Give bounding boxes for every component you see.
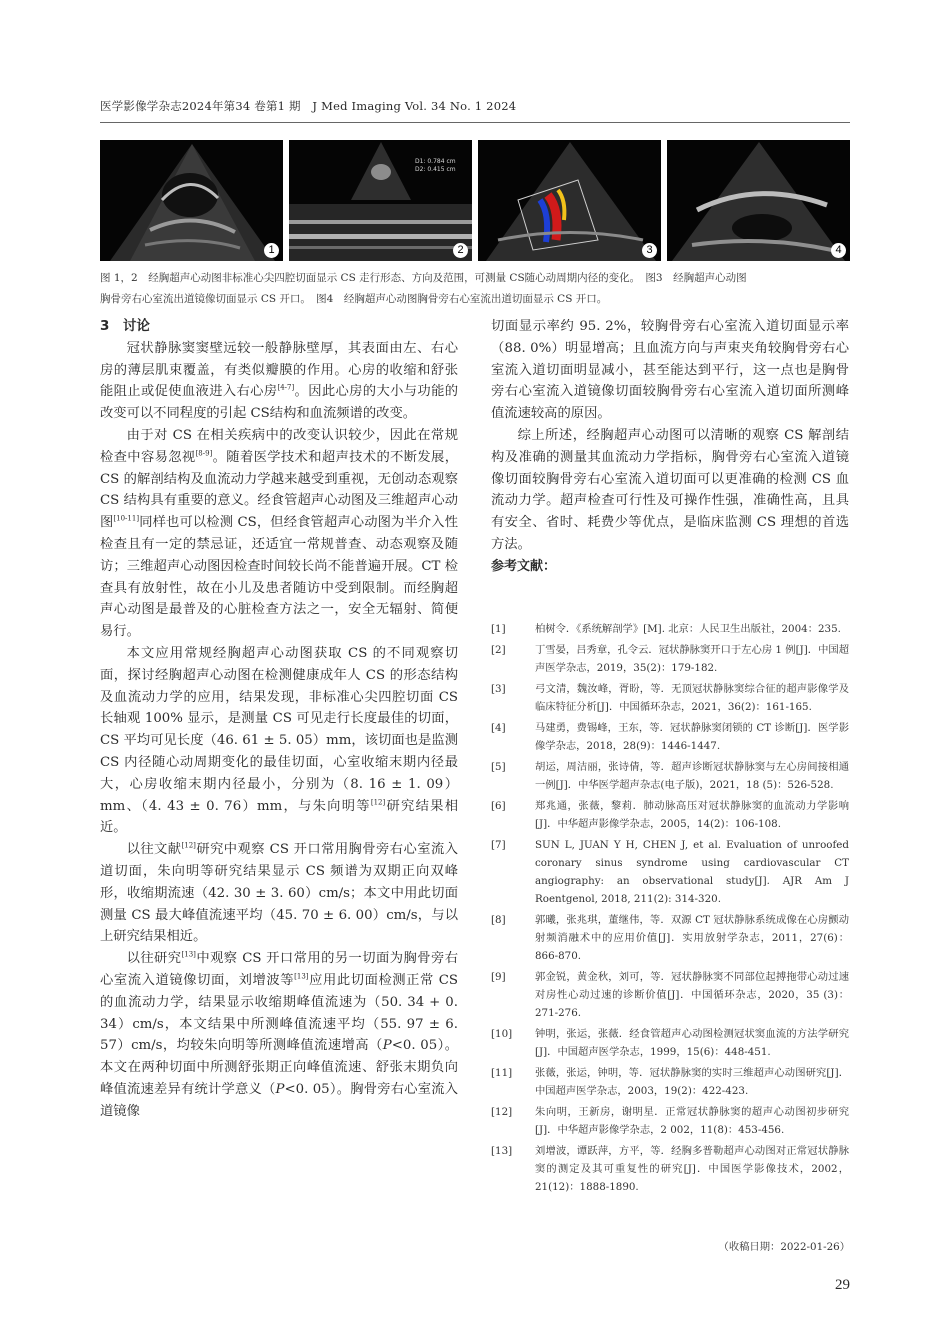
figure-1 [100, 140, 283, 261]
citation: [10-11] [113, 514, 140, 523]
paragraph: 由于对 CS 在相关疾病中的改变认识较少，因此在常规检查中容易忽视[8-9]。随着医学技术和超声技术的不断发展，CS 的解剖结构及血流动力学越来越受到重视，无创动态观察 CS 结构具有重要的意义。经食管超声心动图及三维超声心动图[10-11]同样也可以检测 CS，但经食管超声心动图为半介入性检查且有一定的禁忌证，还适宜一常规普查、动态观察及随访；三维超声心动图因检查时间较长尚不能普遍开展。CT 检查具有放射性，故在小儿及患者随访中受到限制。而经胸超声心动图是最普及的心脏检查方法之一，安全无辐射、简便易行。 [100, 427, 459, 640]
reference-item: [7] SUN L, JUAN Y H, CHEN J, et al. Evaluation of unroofed coronary sinus syndrome using cardiovascular CT angiography: an observational study[J]. AJR Am J Roentgenol, 2018, 211(2): 314-320. [491, 839, 849, 905]
figure-3 [478, 140, 661, 261]
reference-item: [2] 丁雪晏，吕秀章，孔令云．冠状静脉窦开口于左心房 1 例[J]．中国超声医学杂志，2019，35(2)：179-182. [491, 644, 849, 674]
header-rule [100, 122, 850, 123]
reference-item: [8] 郭曦，张兆琪，董继伟，等．双源 CT 冠状静脉系统成像在心房颤动射频消融术中的应用价值[J]．实用放射学杂志，2011，27(6)：866-870. [491, 914, 849, 962]
caption-line-2: 胸骨旁右心室流出道镜像切面显示 CS 开口。 图4 经胸超声心动图胸骨旁右心室流出道切面显示 CS 开口。 [100, 293, 608, 305]
reference-item: [10] 钟明，张运，张薇．经食管超声心动图检测冠状窦血流的方法学研究[J]．中国超声医学杂志，1999，15(6)：448-451. [491, 1028, 849, 1058]
echo-image-4 [667, 140, 850, 261]
reference-item: [12] 朱向明，王新房，谢明星．正常冠状静脉窦的超声心动图初步研究[J]．中华超声影像学杂志，2 002，11(8)：453-456. [491, 1106, 849, 1136]
paragraph: 切面显示率约 95. 2%，较胸骨旁右心室流入道切面显示率（88. 0%）明显增高；且血流方向与声束夹角较胸骨旁右心室流入道切面明显减小，甚至能达到平行，这一点也是胸骨旁右心室流入道镜像切面较胸骨旁右心室流入道切面所测峰值流速较高的原因。 [491, 319, 849, 422]
reference-item: [9] 郭金锐，黄金秋，刘可，等．冠状静脉窦不同部位起搏拖带心动过速对房性心动过速的诊断价值[J]．中国循环杂志，2020，35 (3)：271-276. [491, 971, 849, 1019]
figure-number: 4 [831, 243, 846, 258]
received-date: （收稿日期：2022-01-26） [718, 1241, 850, 1253]
right-column [491, 316, 849, 578]
figure-number: 2 [453, 243, 468, 258]
paragraph: 综上所述，经胸超声心动图可以清晰的观察 CS 解剖结构及准确的测量其血流动力学指标，胸骨旁右心室流入道镜像切面较胸骨旁右心室流入道切面可以更准确的检测 CS 血流动力学。超声检查可行性及可操作性强，准确性高，且具有安全、省时、耗费少等优点，是临床监测 CS 理想的首选方法。 [491, 427, 849, 552]
caption-line-1: 图 1，2 经胸超声心动图非标准心尖四腔切面显示 CS 走行形态、方向及范围，可测量 CS随心动周期内径的变化。 图3 经胸超声心动图 [100, 272, 747, 284]
doppler-image [478, 140, 661, 261]
paragraph: 以往研究[13]中观察 CS 开口常用的另一切面为胸骨旁右心室流入道镜像切面，刘增波等[13]应用此切面检测正常 CS 的血流动力学，结果显示收缩期峰值流速为（50. 34 + 0. 34）cm/s，本文结果中所测峰值流速平均（55. 97 ± 6. 57）cm/s，均较朱向明等所测峰值流速增高（P<0. 05）。本文在两种切面中所测舒张期正向峰值流速、舒张末期负向峰值流速差异有统计学意义（P<0. 05）。胸骨旁右心室流入道镜像 [100, 950, 459, 1119]
citation: [13] [181, 950, 196, 959]
paragraph: 以往文献[12]研究中观察 CS 开口常用胸骨旁右心室流入道切面，朱向明等研究结果显示 CS 频谱为双期正向双峰形，收缩期流速（42. 30 ± 3. 60）cm/s；本文中用此切面测量 CS 最大峰值流速平均（45. 70 ± 6. 00）cm/s，与以上研究结果相近。 [100, 841, 458, 945]
reference-item: [5] 胡运，周洁丽，张诗倩，等．超声诊断冠状静脉窦与左心房间接相通一例[J]．中华医学超声杂志(电子版)，2021，18 (5)：526-528. [491, 761, 849, 791]
reference-item: [4] 马建勇，费锡峰，王东，等．冠状静脉窦闭锁的 CT 诊断[J]．医学影像学杂志，2018，28(9)：1446-1447. [491, 722, 849, 752]
reference-item: [6] 郑兆通，张薇，黎莉．肺动脉高压对冠状静脉窦的血流动力学影响[J]．中华超声影像学杂志，2005，14(2)：106-108. [491, 800, 849, 830]
running-header: 医学影像学杂志2024年第34 卷第1 期 J Med Imaging Vol. 34 No. 1 2024 [100, 99, 517, 113]
citation: [12] [181, 841, 196, 850]
figure-2 [289, 140, 472, 261]
measurement-d1: D1: 0.784 cm [415, 158, 456, 165]
echo-image-1 [100, 140, 283, 261]
citation: [4-7] [277, 383, 295, 392]
figure-caption [100, 268, 850, 310]
reference-item: [1] 柏树令．《系统解剖学》[M]. 北京：人民卫生出版社，2004：235. [491, 623, 841, 635]
paragraph: 冠状静脉窦窦壁远较一般静脉壁厚，其表面由左、右心房的薄层肌束覆盖，有类似瓣膜的作用。心房的收缩和舒张能阻止或促使血液进入右心房[4-7]。因此心房的大小与功能的改变可以不同程度的引起 CS结构和血流频谱的改变。 [100, 340, 459, 422]
figure-number: 1 [264, 243, 279, 258]
citation: [8-9] [195, 449, 213, 458]
page-number: 29 [835, 1277, 850, 1293]
references-heading: 参考文献： [491, 558, 557, 574]
left-column [100, 316, 458, 1122]
measurement-d2: D2: 0.415 cm [415, 166, 456, 173]
reference-list [491, 620, 849, 1199]
figure-4 [667, 140, 850, 261]
paragraph: 本文应用常规经胸超声心动图获取 CS 的不同观察切面，探讨经胸超声心动图在检测健康成年人 CS 的形态结构及血流动力学的应用，结果发现，非标准心尖四腔切面 CS 长轴观 100% 显示，是测量 CS 可见走行长度最佳的切面，CS 平均可见长度（46. 61 ± 5. 05）mm，该切面也是监测 CS 内径随心动周期变化的最佳切面，心室收缩末期内径最大，心房收缩末期内径最小，分别为（8. 16 ± 1. 09）mm、（4. 43 ± 0. 76）mm，与朱向明等[12]研究结果相近。 [100, 645, 459, 836]
reference-item: [13] 刘增波，谭跃萍，方平，等．经胸多普勒超声心动图对正常冠状静脉窦的测定及其可重复性的研究[J]．中国医学影像技术，2002，21(12)：1888-1890. [491, 1145, 849, 1193]
citation: [12] [370, 798, 386, 807]
figure-panel [100, 140, 850, 261]
figure-number: 3 [642, 243, 657, 258]
section-heading: 3 讨论 [100, 318, 150, 334]
reference-item: [11] 张薇，张运，钟明，等．冠状静脉窦的实时三维超声心动图研究[J]．中国超声医学杂志，2003，19(2)：422-423. [491, 1067, 849, 1097]
reference-item: [3] 弓文清，魏汝峰，胥盼，等．无顶冠状静脉窦综合征的超声影像学及临床特征分析[J]．中国循环杂志，2021，36(2)：161-165. [491, 683, 849, 713]
citation: [13] [294, 972, 309, 981]
